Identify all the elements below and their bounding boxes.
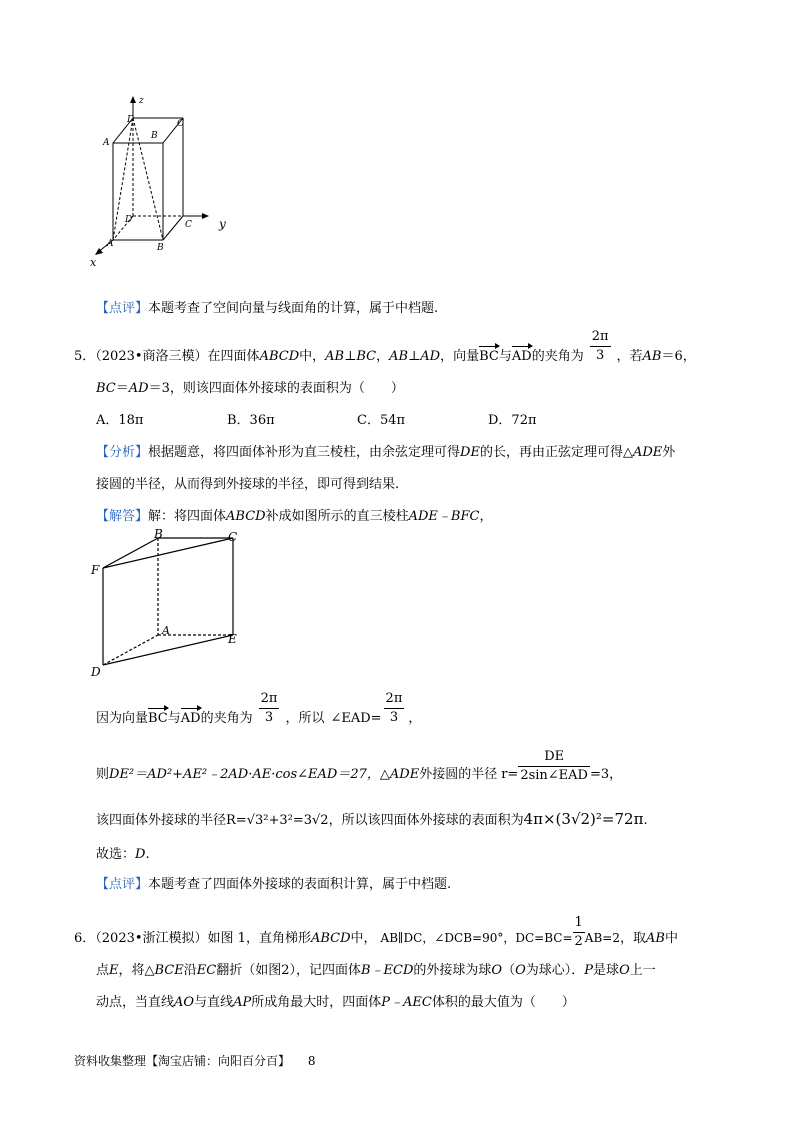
answer: D xyxy=(135,847,146,862)
q6-text: 上一 xyxy=(629,963,656,978)
q5-text: 与 xyxy=(498,349,512,364)
label-B: B xyxy=(157,243,164,253)
q5-text: ，向量 xyxy=(440,349,480,364)
comment-tag: 【点评】 xyxy=(96,301,149,316)
surface-area: 4π×(3√2)²=72π xyxy=(523,810,644,828)
footer-text: 资料收集整理【淘宝店铺：向阳百分百】 xyxy=(74,1054,291,1068)
solution-text: ，所以该四面体外接球的表面积为 xyxy=(328,813,524,828)
q5-text: 在四面体 xyxy=(207,349,260,364)
analysis-line-1 xyxy=(96,444,675,462)
solution-text: ， xyxy=(408,711,422,726)
axis-z-label: z xyxy=(139,96,144,106)
page-number: 8 xyxy=(307,1054,316,1068)
label-B1: B xyxy=(151,131,158,141)
solution-text: 与 xyxy=(167,711,181,726)
q5-var: ABCD xyxy=(259,349,300,364)
fraction-2pi-3 xyxy=(259,690,280,727)
q6-condition: ，DC=BC= xyxy=(503,931,573,945)
solution-text: 外接圆的半径 xyxy=(419,767,498,782)
q6-var: E xyxy=(109,963,119,978)
axis-y-label: y xyxy=(219,217,226,231)
analysis-line-2: 接圆的半径，从而得到外接球的半径，即可得到结果. xyxy=(96,477,400,492)
q5-text: 中， xyxy=(299,349,326,364)
q5-var: BC xyxy=(356,349,377,364)
label-B: B xyxy=(154,528,163,541)
solution-var: ABCD xyxy=(226,509,266,524)
page-footer xyxy=(74,1052,315,1069)
q6-text: 如图 1，直角梯形 xyxy=(207,931,311,946)
frac-numerator: 2π xyxy=(591,329,609,344)
q5-line-2 xyxy=(96,380,404,398)
q6-var: AO xyxy=(174,995,195,1010)
q6-text: 所成角最大时，四面体 xyxy=(251,995,382,1010)
vector-bc: BC xyxy=(148,711,168,726)
axis-x-label: x xyxy=(90,256,97,268)
q6-text: 翻折（如图2），记四面体 xyxy=(216,963,361,978)
q5-var: AD xyxy=(128,381,149,396)
q5-text: ＝ xyxy=(115,381,129,396)
q5-var: AB xyxy=(325,349,345,364)
q6-condition: AB=2 xyxy=(584,931,620,945)
q6-text: 沿 xyxy=(183,963,197,978)
analysis-text: 根据题意，将四面体补形为直三棱柱，由余弦定理可得 xyxy=(148,445,461,460)
label-C1: C xyxy=(177,119,184,129)
q6-text: 中 xyxy=(664,931,678,946)
solution-text: 故选： xyxy=(96,847,136,862)
q6-text: 是球 xyxy=(593,963,620,978)
frac-numerator: DE xyxy=(544,749,565,764)
vector-bc: BC xyxy=(479,349,499,364)
solution-text: =3， xyxy=(589,767,623,782)
solution-text: ，所以 xyxy=(285,711,325,726)
label-E: E xyxy=(228,632,237,646)
q5-var: AB xyxy=(642,349,662,364)
label-A: A xyxy=(162,624,170,637)
q5-var: AD xyxy=(420,349,441,364)
frac-numerator: 2π xyxy=(260,691,278,706)
q6-line-2 xyxy=(96,962,656,980)
fraction-r xyxy=(518,748,590,785)
analysis-text: 的长，再由正弦定理可得△ xyxy=(479,445,633,460)
solution-var: ADE﹣BFC xyxy=(408,509,480,524)
label-D: D xyxy=(125,215,133,225)
cube-figure xyxy=(85,88,245,268)
comment-1 xyxy=(96,300,438,318)
q6-text: 点 xyxy=(96,963,110,978)
frac-denominator: 2sin∠EAD xyxy=(520,768,588,783)
solution-text: 解：将四面体 xyxy=(148,509,227,524)
q6-var: AP xyxy=(233,995,252,1010)
label-F: F xyxy=(91,563,100,577)
frac-denominator: 3 xyxy=(384,708,405,727)
solution-text: 的夹角为 xyxy=(200,711,253,726)
q6-var: P﹣AEC xyxy=(381,995,432,1010)
frac-denominator: 2 xyxy=(574,934,583,949)
solution-text: 补成如图所示的直三棱柱 xyxy=(265,509,409,524)
comment-text: 本题考查了四面体外接球的表面积计算，属于中档题. xyxy=(148,877,452,892)
q5-text: 的夹角为 xyxy=(531,349,584,364)
solution-text: 该四面体外接球的半径 xyxy=(96,813,227,828)
solution-line-4 xyxy=(96,810,648,830)
label-C: C xyxy=(185,220,192,230)
q5-option-d[interactable]: D．72π xyxy=(488,413,537,428)
solution-text: . xyxy=(145,847,150,862)
solution-text: 因为向量 xyxy=(96,711,149,726)
q5-option-b[interactable]: B．36π xyxy=(227,413,275,428)
q6-var: P xyxy=(584,963,594,978)
q6-text: （ xyxy=(502,963,516,978)
solution-text: 则 xyxy=(96,767,110,782)
solution-line-3 xyxy=(96,749,623,785)
fraction-2pi-3 xyxy=(590,328,611,365)
q5-var: AB xyxy=(389,349,409,364)
q6-text: 体积的最大值为（ ） xyxy=(431,995,575,1010)
comment-text: 本题考查了空间向量与线面角的计算，属于中档题. xyxy=(148,301,439,316)
label-C: C xyxy=(228,530,238,544)
q5-text: ⊥ xyxy=(408,349,421,364)
q6-var: BCE xyxy=(154,963,184,978)
analysis-var: ADE xyxy=(632,445,663,460)
q6-text: 中， xyxy=(350,931,377,946)
solution-line-5 xyxy=(96,846,150,864)
analysis-tag: 【分析】 xyxy=(96,445,149,460)
label-A: A xyxy=(107,239,114,249)
q6-line-3 xyxy=(96,994,575,1012)
label-A1: A xyxy=(103,138,110,148)
label-D: D xyxy=(91,665,101,679)
q6-number: 6． xyxy=(74,931,96,946)
frac-numerator: 1 xyxy=(574,915,583,930)
q5-option-a[interactable]: A．18π xyxy=(96,413,144,428)
q6-text: 为球心）． xyxy=(525,963,585,978)
q5-text: ， xyxy=(376,349,390,364)
analysis-var: DE xyxy=(460,445,480,460)
label-D1: D xyxy=(127,115,135,125)
fraction-half xyxy=(573,914,585,951)
law-of-cosines: DE²＝AD²+AE²﹣2AD·AE·cos∠EAD＝27，△ADE xyxy=(109,767,420,782)
q6-var: B﹣ECD xyxy=(360,963,414,978)
q5-text: ＝6， xyxy=(661,349,696,364)
q6-text: 的外接球为球 xyxy=(413,963,492,978)
q5-text: ＝3，则该四面体外接球的表面积为（ ） xyxy=(148,381,404,396)
prism-figure xyxy=(88,528,258,683)
comment-tag: 【点评】 xyxy=(96,877,149,892)
vector-ad: AD xyxy=(511,349,532,364)
q6-text: 动点，当直线 xyxy=(96,995,175,1010)
q5-text: ，若 xyxy=(616,349,643,364)
q5-option-c[interactable]: C．54π xyxy=(357,413,406,428)
q6-var: ABCD xyxy=(310,931,351,946)
q6-line-1 xyxy=(74,915,678,951)
fraction-2pi-3 xyxy=(384,690,405,727)
radius-r: r= xyxy=(501,767,519,782)
solution-text: ， xyxy=(479,509,493,524)
q6-var: AB xyxy=(646,931,665,946)
radius-R: R=√3²+3²=3√2 xyxy=(226,813,329,828)
q6-condition: AB∥DC，∠DCB=90° xyxy=(380,931,504,945)
q6-text: ，取 xyxy=(619,931,646,946)
solution-line-1 xyxy=(96,508,492,526)
angle-ead: ∠EAD= xyxy=(330,711,382,726)
q6-var: EC xyxy=(196,963,217,978)
q6-var: O xyxy=(491,963,503,978)
vector-ad: AD xyxy=(180,711,201,726)
comment-2 xyxy=(96,876,451,894)
q5-text: ⊥ xyxy=(344,349,357,364)
q6-text: 与直线 xyxy=(194,995,234,1010)
analysis-text: 外 xyxy=(662,445,676,460)
q6-var: O xyxy=(515,963,526,978)
q5-var: BC xyxy=(96,381,116,396)
frac-denominator: 3 xyxy=(259,708,280,727)
q6-var: O xyxy=(619,963,630,978)
solution-tag: 【解答】 xyxy=(96,509,149,524)
frac-denominator: 3 xyxy=(590,346,611,365)
solution-text: . xyxy=(643,813,648,828)
q6-text: ，将△ xyxy=(118,963,155,978)
q6-source: （2023•浙江模拟） xyxy=(95,931,208,946)
q5-number: 5． xyxy=(74,349,96,364)
frac-numerator: 2π xyxy=(385,691,403,706)
q5-source: （2023•商洛三模） xyxy=(95,349,208,364)
